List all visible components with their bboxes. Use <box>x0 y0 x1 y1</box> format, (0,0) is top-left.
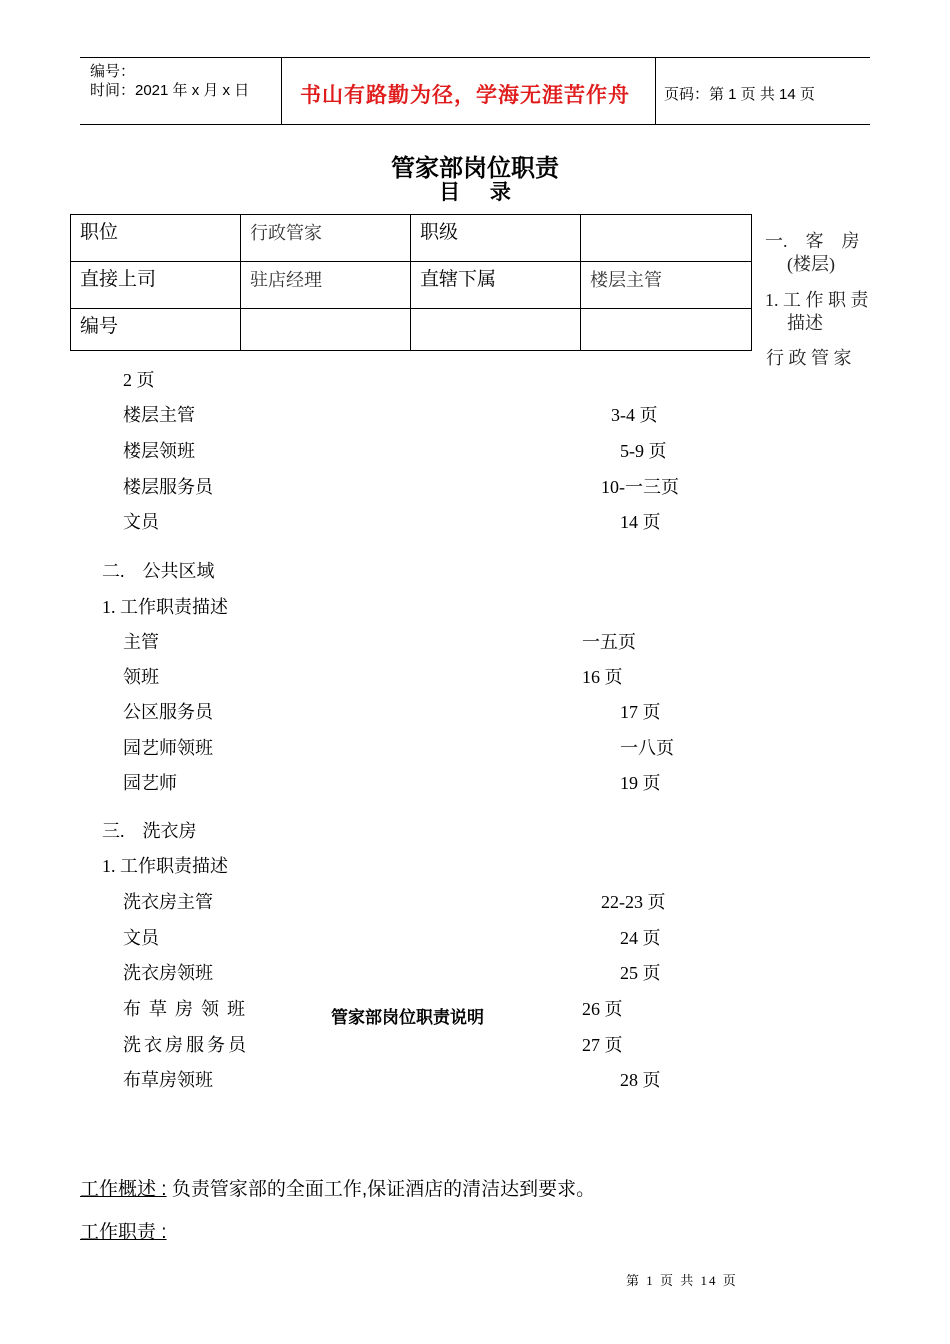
position-value: 行政管家 <box>241 215 411 262</box>
toc-entry-page: 14 页 <box>620 512 661 532</box>
toc-entry-page: 26 页 <box>582 999 623 1019</box>
toc-entry-page: 22-23 页 <box>601 892 666 912</box>
toc-entry-name: 楼层主管 <box>123 405 195 425</box>
toc-entry-page: 27 页 <box>582 1035 623 1055</box>
work-duties <box>80 1217 167 1244</box>
toc-entry-name: 洗衣房服务员 <box>123 1035 249 1055</box>
header-divider-left <box>281 57 282 124</box>
toc-entry-name: 主管 <box>123 632 159 652</box>
toc-entry-name: 公区服务员 <box>123 702 213 722</box>
toc-entry-page: 16 页 <box>582 667 623 687</box>
sidebar-item1: 1. 工 作 职 责 <box>765 290 869 310</box>
toc-entry-page: 19 页 <box>620 773 661 793</box>
sidebar-item1-cont: 描述 <box>787 313 823 333</box>
number-label: 编号 <box>71 309 241 351</box>
toc-section-heading: 三. 洗衣房 <box>102 821 197 841</box>
toc-entry-page: 10-一三页 <box>601 477 679 497</box>
toc-entry-page: 17 页 <box>620 702 661 722</box>
empty-cell <box>581 309 752 351</box>
overview-text: 负责管家部的全面工作,保证酒店的清洁达到要求。 <box>166 1179 596 1200</box>
toc-entry-page: 一五页 <box>582 632 636 652</box>
header-motto: 书山有路勤为径，学海无涯苦作舟 <box>300 84 630 107</box>
position-info-table <box>70 214 752 351</box>
toc-entry-page: 25 页 <box>620 963 661 983</box>
toc-entry-name: 楼层领班 <box>123 441 195 461</box>
toc-subheading: 1. 工作职责描述 <box>102 597 228 617</box>
subordinate-value: 楼层主管 <box>581 262 752 309</box>
level-label: 职级 <box>411 215 581 262</box>
toc-page: 2 页 <box>123 370 155 390</box>
header-number-label: 编号： <box>90 63 136 80</box>
explain-title: 管家部岗位职责说明 <box>331 1008 484 1027</box>
toc-subtitle: 目 录 <box>439 181 523 204</box>
toc-entry-name: 文员 <box>123 512 159 532</box>
toc-entry-name: 文员 <box>123 928 159 948</box>
work-overview <box>80 1174 595 1201</box>
footer-page-number: 第 1 页 共 14 页 <box>626 1273 738 1288</box>
subordinate-label: 直辖下属 <box>411 262 581 309</box>
toc-entry-name: 楼层服务员 <box>123 477 213 497</box>
header-top-rule <box>80 57 870 58</box>
toc-entry-name: 园艺师 <box>123 773 177 793</box>
sidebar-section1-sub: (楼层) <box>787 254 835 274</box>
number-value-cell <box>241 309 411 351</box>
empty-cell <box>411 309 581 351</box>
sidebar-item2: 行 政 管 家 <box>766 348 852 368</box>
level-value <box>581 215 752 262</box>
overview-label: 工作概述 : <box>80 1179 167 1200</box>
toc-entry-name: 领班 <box>123 667 159 687</box>
toc-entry-page: 3-4 页 <box>611 405 658 425</box>
header-bottom-rule <box>80 124 870 125</box>
toc-entry-name: 洗衣房领班 <box>123 963 213 983</box>
duties-label: 工作职责 : <box>80 1222 167 1243</box>
toc-entry-name: 园艺师领班 <box>123 738 213 758</box>
header-time-label: 时间：2021 年 x 月 x 日 <box>90 82 250 99</box>
position-label: 职位 <box>71 215 241 262</box>
superior-label: 直接上司 <box>71 262 241 309</box>
sidebar-section1-heading: 一. 客 房 <box>765 231 860 251</box>
superior-value: 驻店经理 <box>241 262 411 309</box>
toc-entry-page: 24 页 <box>620 928 661 948</box>
toc-entry-page: 28 页 <box>620 1070 661 1090</box>
toc-subheading: 1. 工作职责描述 <box>102 856 228 876</box>
toc-entry-name: 布草房领班 <box>123 1070 213 1090</box>
toc-entry-page: 5-9 页 <box>620 441 667 461</box>
toc-entry-name: 洗衣房主管 <box>123 892 213 912</box>
toc-entry-page: 一八页 <box>620 738 674 758</box>
header-divider-right <box>655 57 656 124</box>
header-page-info: 页码：第 1 页 共 14 页 <box>664 86 815 103</box>
toc-entry-name: 布草房领班 <box>123 999 253 1019</box>
page-title: 管家部岗位职责 <box>391 155 559 182</box>
toc-section-heading: 二. 公共区域 <box>102 561 215 581</box>
